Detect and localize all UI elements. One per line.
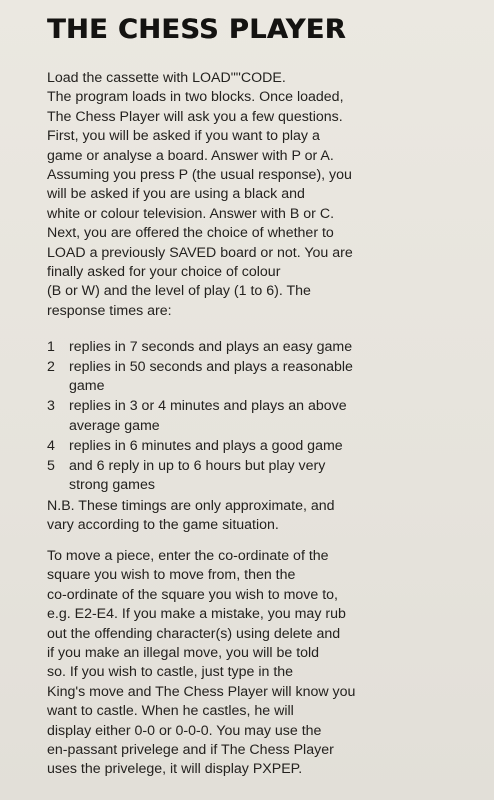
text-line: response times are:: [47, 302, 172, 319]
text-line: will be asked if you are using a black and: [47, 186, 305, 203]
text-line: finally asked for your choice of colour: [47, 264, 281, 281]
text-line: LOAD a previously SAVED board or not. You are: [47, 244, 353, 261]
text-line: replies in 3 or 4 minutes and plays an above: [69, 398, 347, 415]
text-line: en-passant privelege and if The Chess Player: [47, 742, 334, 759]
text-line: To move a piece, enter the co-ordinate of the: [47, 548, 329, 564]
level-number: 3: [47, 398, 55, 415]
text-line: and 6 reply in up to 6 hours but play very: [69, 457, 326, 474]
text-line: First, you will be asked if you want to play a: [47, 128, 320, 145]
text-line: co-ordinate of the square you wish to move to,: [47, 586, 339, 603]
list-item: [47, 437, 457, 456]
text-line: if you make an illegal move, you will be told: [47, 645, 320, 662]
text-line: display either 0-0 or 0-0-0. You may use the: [47, 722, 322, 739]
text-line: game or analyse a board. Answer with P or A.: [47, 147, 334, 164]
text-line: square you wish to move from, then the: [47, 567, 296, 584]
text-line: white or colour television. Answer with B or C.: [47, 205, 335, 222]
text-line: replies in 6 minutes and plays a good game: [69, 437, 343, 454]
text-line: so. If you wish to castle, just type in the: [47, 664, 294, 681]
list-item: [47, 457, 457, 496]
level-number: 1: [47, 339, 55, 355]
text-line: (B or W) and the level of play (1 to 6). The: [47, 283, 311, 300]
text-line: Assuming you press P (the usual response), you: [47, 167, 352, 184]
text-line: game: [69, 378, 105, 395]
text-line: e.g. E2-E4. If you make a mistake, you may rub: [47, 606, 346, 623]
text-line: The program loads in two blocks. Once loaded,: [47, 89, 344, 106]
level-number: 2: [47, 359, 55, 375]
text-line: replies in 7 seconds and plays an easy game: [69, 339, 353, 355]
nb-paragraph: [47, 497, 457, 536]
text-line: average game: [69, 417, 160, 434]
page-title: THE CHESS PLAYER: [47, 14, 346, 45]
list-item: [47, 358, 457, 397]
text-line: strong games: [69, 477, 155, 494]
moves-paragraph: [47, 547, 457, 780]
text-line: N.B. These timings are only approximate, and: [47, 498, 335, 514]
level-number: 4: [47, 437, 55, 454]
text-line: King's move and The Chess Player will know you: [47, 683, 356, 700]
text-line: uses the privelege, it will display PXPEP.: [47, 761, 303, 778]
text-line: Next, you are offered the choice of whether to: [47, 225, 334, 242]
text-line: vary according to the game situation.: [47, 517, 279, 534]
text-line: The Chess Player will ask you a few questions.: [47, 108, 343, 125]
text-line: want to castle. When he castles, he will: [47, 703, 294, 720]
text-line: replies in 50 seconds and plays a reasonable: [69, 359, 353, 375]
response-times-list: [47, 338, 457, 496]
list-item: [47, 397, 457, 436]
intro-paragraph: [47, 69, 457, 321]
text-line: Load the cassette with LOAD""CODE.: [47, 70, 286, 86]
list-item: [47, 338, 457, 357]
text-line: out the offending character(s) using delete and: [47, 625, 341, 642]
level-number: 5: [47, 457, 55, 474]
